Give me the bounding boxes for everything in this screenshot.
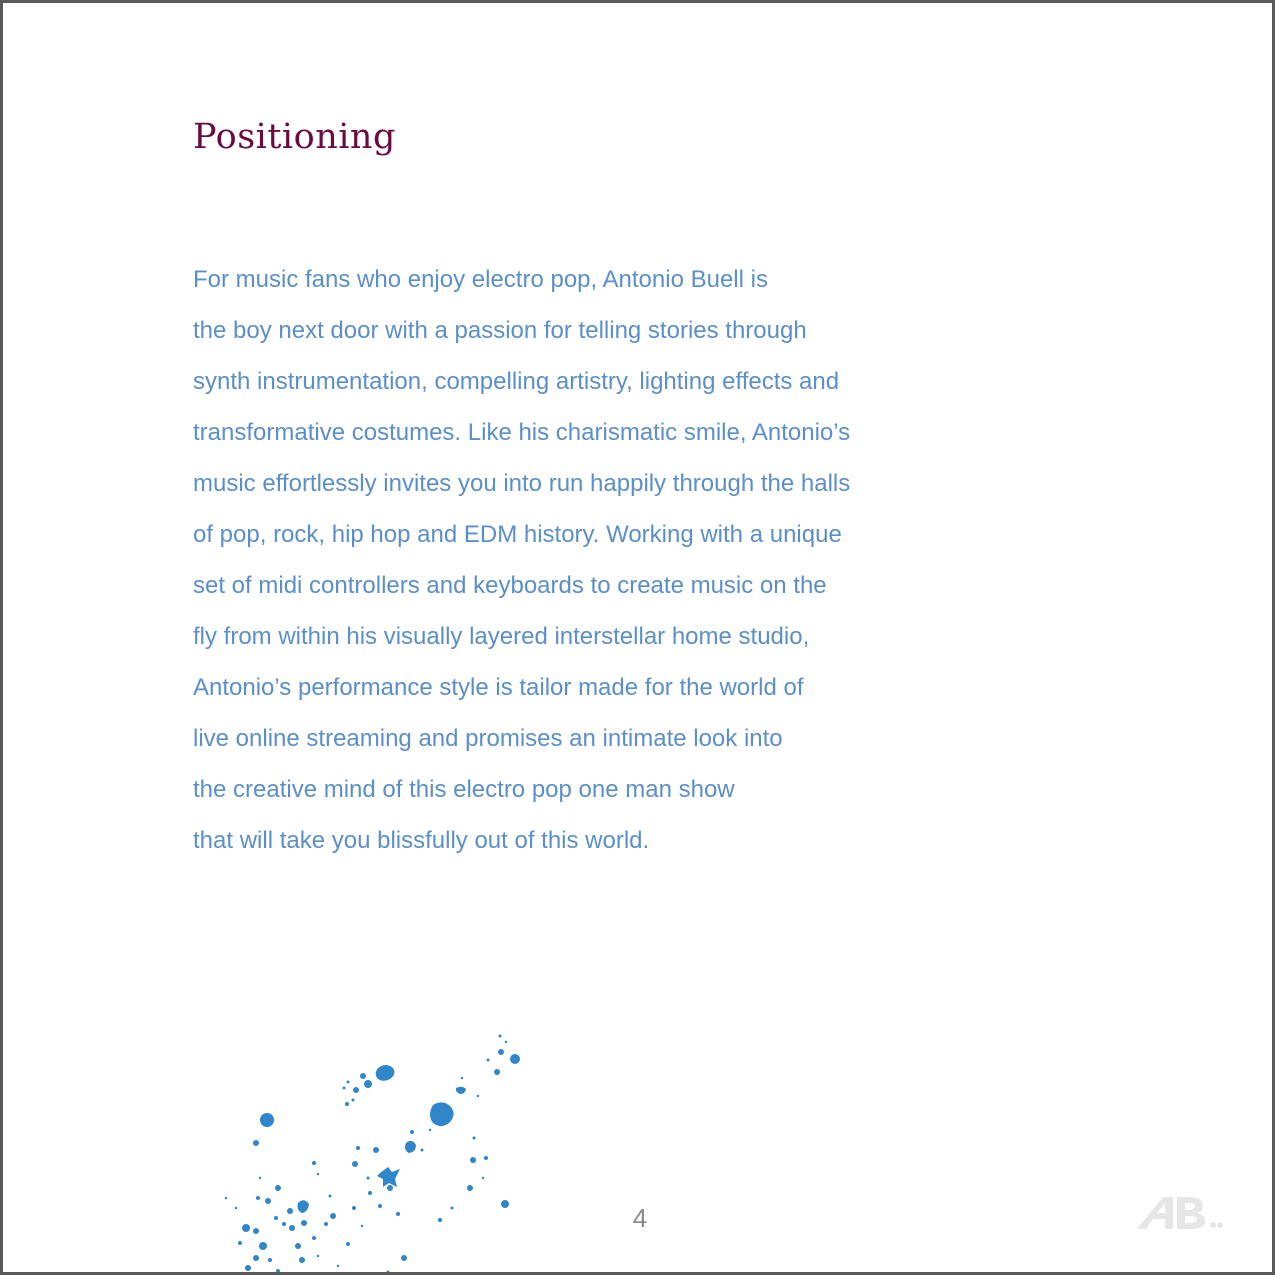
body-line: Antonio’s performance style is tailor made for the world of — [193, 674, 804, 701]
body-line: set of midi controllers and keyboards to create music on the — [193, 572, 827, 599]
body-line: live online streaming and promises an intimate look into — [193, 725, 783, 752]
body-line: synth instrumentation, compelling artistry, lighting effects and — [193, 368, 840, 395]
ab-monogram-logo — [1133, 1191, 1225, 1235]
body-paragraph — [193, 257, 933, 869]
body-line: the creative mind of this electro pop one man show — [193, 776, 735, 803]
page-number: 4 — [632, 1203, 648, 1233]
paint-splatter-decoration — [218, 1028, 538, 1275]
body-line: the boy next door with a passion for telling stories through — [193, 317, 807, 344]
body-line: of pop, rock, hip hop and EDM history. Working with a unique — [193, 521, 842, 548]
body-line: that will take you blissfully out of this world. — [193, 827, 650, 854]
body-line: fly from within his visually layered interstellar home studio, — [193, 623, 810, 650]
body-line: transformative costumes. Like his charismatic smile, Antonio’s — [193, 419, 851, 446]
body-line: music effortlessly invites you into run happily through the halls — [193, 470, 851, 497]
page-heading: Positioning — [193, 117, 396, 157]
body-line: For music fans who enjoy electro pop, Antonio Buell is — [193, 266, 768, 293]
